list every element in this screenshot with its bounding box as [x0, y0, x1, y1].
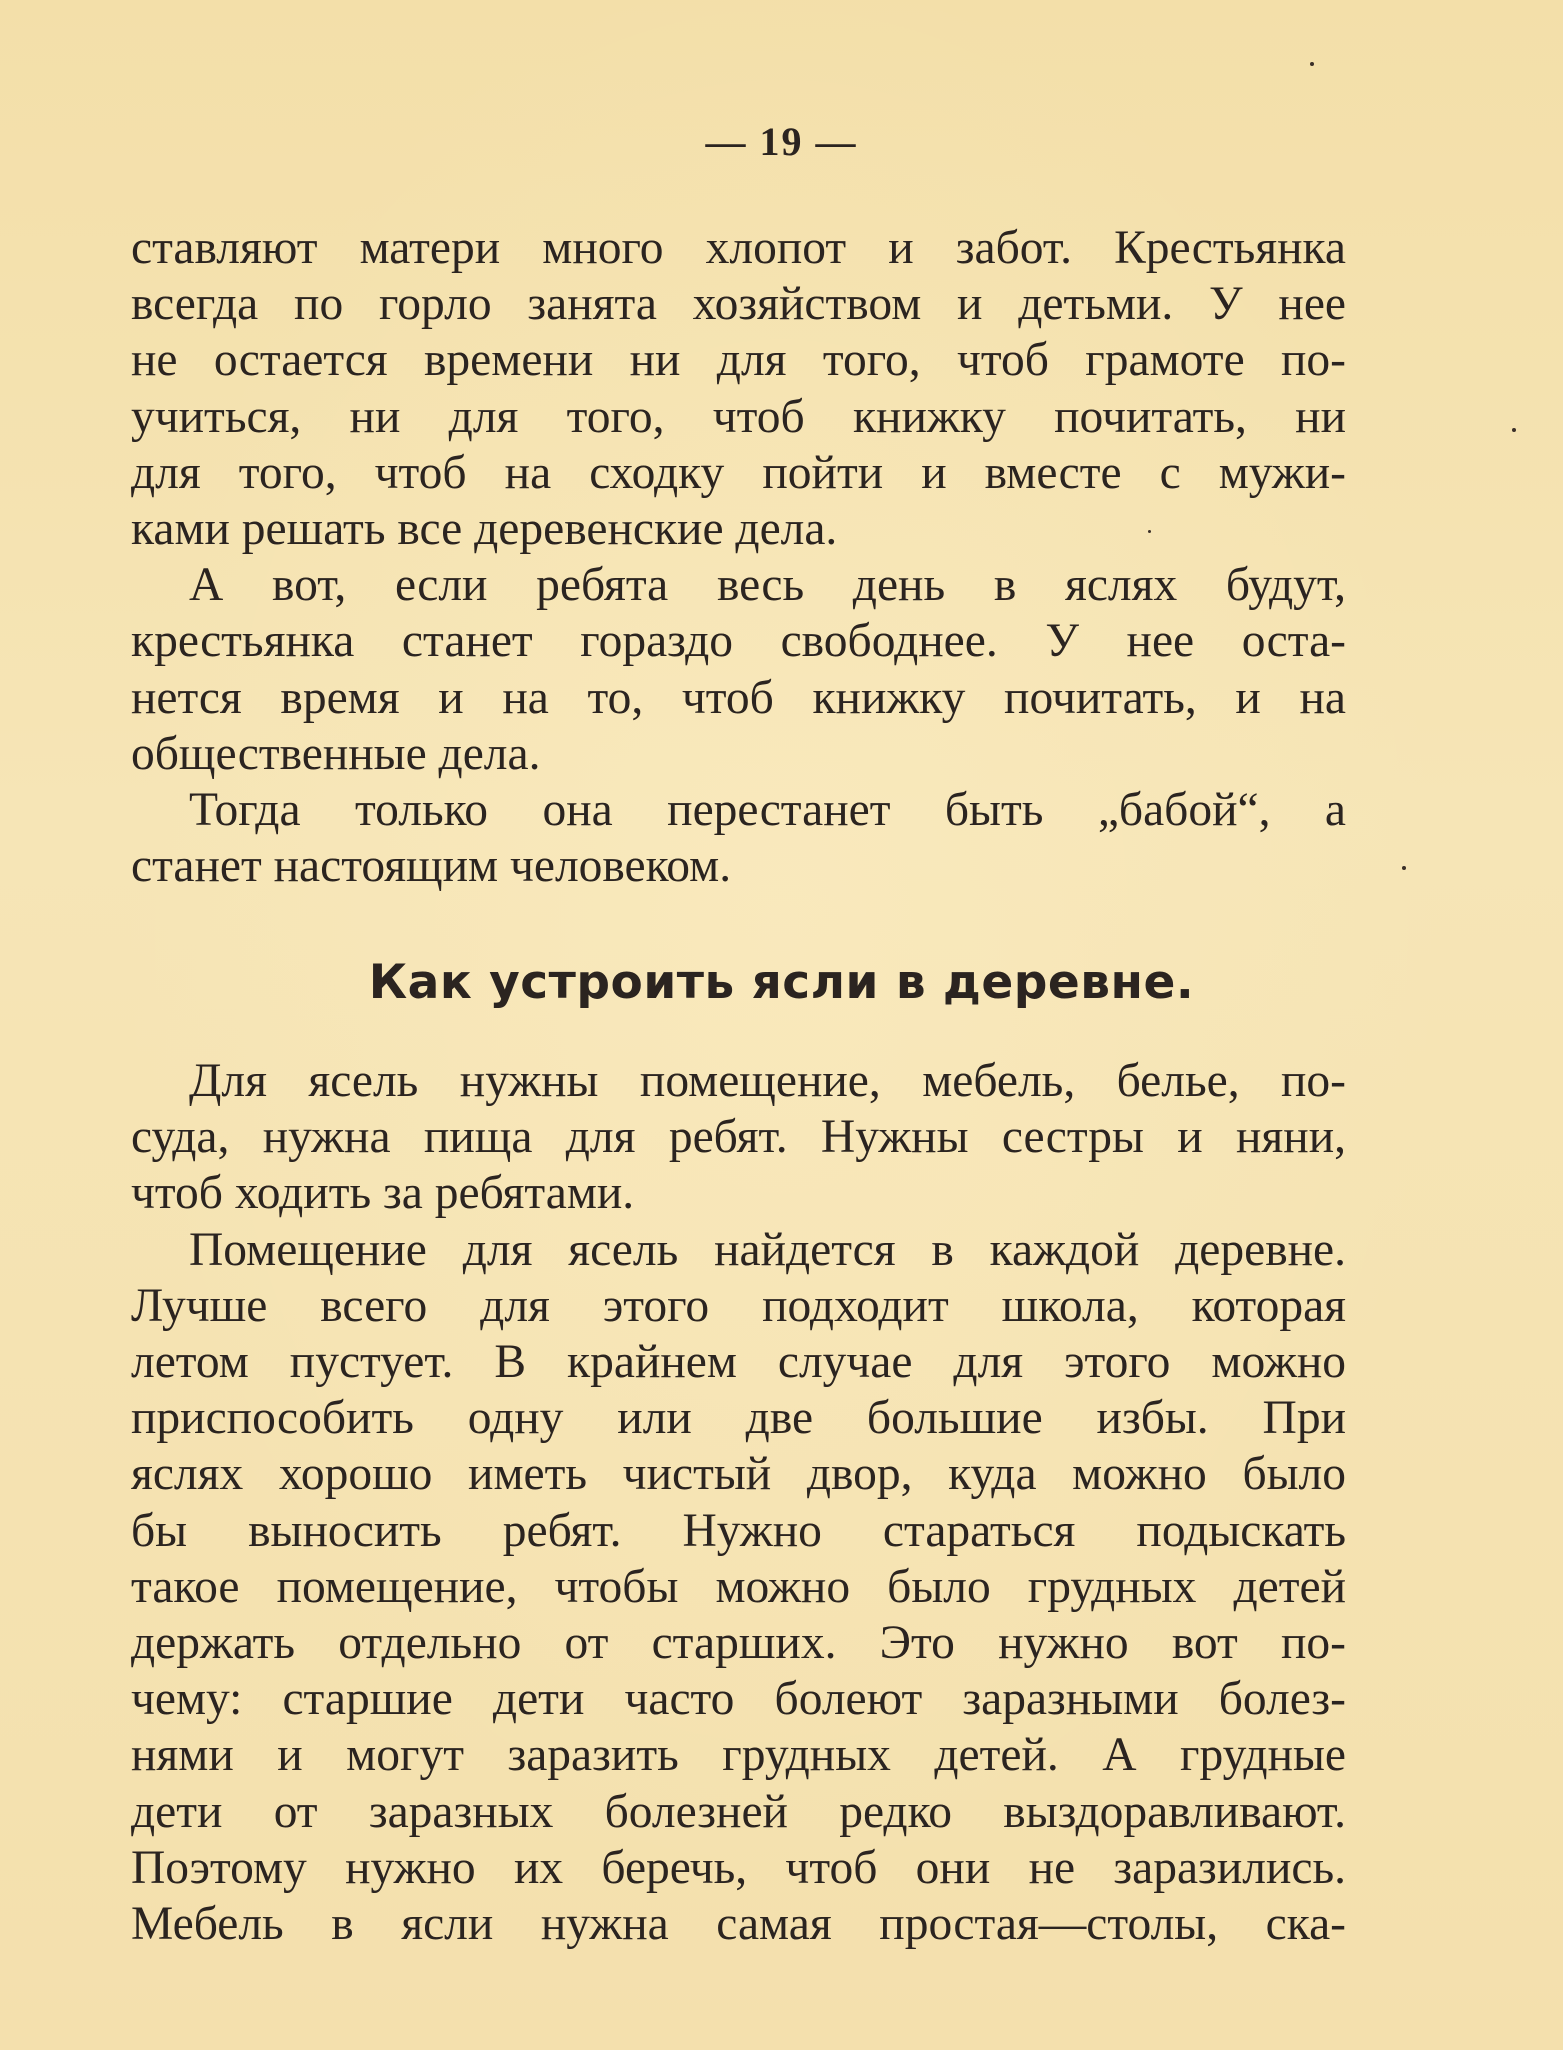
- paragraph-5-line: чему: старшие дети часто болеют заразными болез-: [131, 1673, 1346, 1726]
- paragraph-4-line: чтоб ходить за ребятами.: [131, 1167, 635, 1220]
- paragraph-1-line: ками решать все деревенские дела.: [131, 503, 838, 556]
- paragraph-2: [131, 557, 1346, 782]
- paper-speck: [1402, 866, 1406, 870]
- paragraph-5-line: Лучше всего для этого подходит школа, которая: [131, 1279, 1346, 1332]
- paper-speck: [1148, 530, 1151, 533]
- paragraph-5-line: такое помещение, чтобы можно было грудных детей: [131, 1560, 1346, 1613]
- section-heading: Как устроить ясли в деревне.: [368, 955, 1195, 1010]
- paragraph-4: [131, 1053, 1346, 1222]
- paragraph-2-line: А вот, если ребята весь день в яслях будут,: [189, 559, 1346, 612]
- paragraph-1-line: для того, чтоб на сходку пойти и вместе с мужи-: [131, 446, 1346, 499]
- paragraph-5-line: бы выносить ребят. Нужно стараться подыскать: [131, 1504, 1346, 1557]
- paragraph-1-line: всегда по горло занята хозяйством и детьми. У нее: [131, 278, 1346, 331]
- paragraph-5-line: Поэтому нужно их беречь, чтоб они не заразились.: [131, 1841, 1346, 1894]
- paragraph-1-line: не остается времени ни для того, чтоб грамоте по-: [131, 334, 1346, 387]
- paragraph-2-line: общественные дела.: [131, 727, 541, 780]
- paragraph-4-line: суда, нужна пища для ребят. Нужны сестры и няни,: [131, 1111, 1346, 1164]
- paper-speck: [1310, 62, 1314, 66]
- paragraph-3-line: станет настоящим человеком.: [131, 840, 732, 893]
- paper-speck: [1512, 428, 1516, 432]
- paragraph-2-line: крестьянка станет гораздо свободнее. У нее оста-: [131, 615, 1346, 668]
- paragraph-5-line: Помещение для ясель найдется в каждой деревне.: [189, 1223, 1346, 1276]
- paragraph-1: [131, 220, 1346, 557]
- paragraph-5-line: держать отдельно от старших. Это нужно вот по-: [131, 1617, 1346, 1670]
- paragraph-1-line: ставляют матери много хлопот и забот. Крестьянка: [131, 222, 1346, 274]
- paragraph-5-line: летом пустует. В крайнем случае для этого можно: [131, 1336, 1346, 1389]
- paragraph-1-line: учиться, ни для того, чтоб книжку почитать, ни: [131, 390, 1346, 443]
- paragraph-5-line: яслях хорошо иметь чистый двор, куда можно было: [131, 1448, 1346, 1501]
- paragraph-5-line: нями и могут заразить грудных детей. А грудные: [131, 1729, 1346, 1782]
- paragraph-5: [131, 1222, 1346, 1953]
- paragraph-5-line: дети от заразных болезней редко выздоравливают.: [131, 1785, 1346, 1838]
- page-number: — 19 —: [705, 119, 858, 164]
- top-text-block: [131, 220, 1346, 894]
- bottom-text-block: [131, 1053, 1346, 1952]
- paragraph-4-line: Для ясель нужны помещение, мебель, белье, по-: [189, 1055, 1346, 1107]
- paragraph-2-line: нется время и на то, чтоб книжку почитать, и на: [131, 671, 1346, 724]
- paragraph-3: [131, 782, 1346, 894]
- paragraph-5-line: приспособить одну или две большие избы. При: [131, 1392, 1346, 1445]
- paragraph-5-line: Мебель в ясли нужна самая простая—столы, ска-: [131, 1898, 1346, 1951]
- paragraph-3-line: Тогда только она перестанет быть „бабой“, а: [189, 784, 1346, 837]
